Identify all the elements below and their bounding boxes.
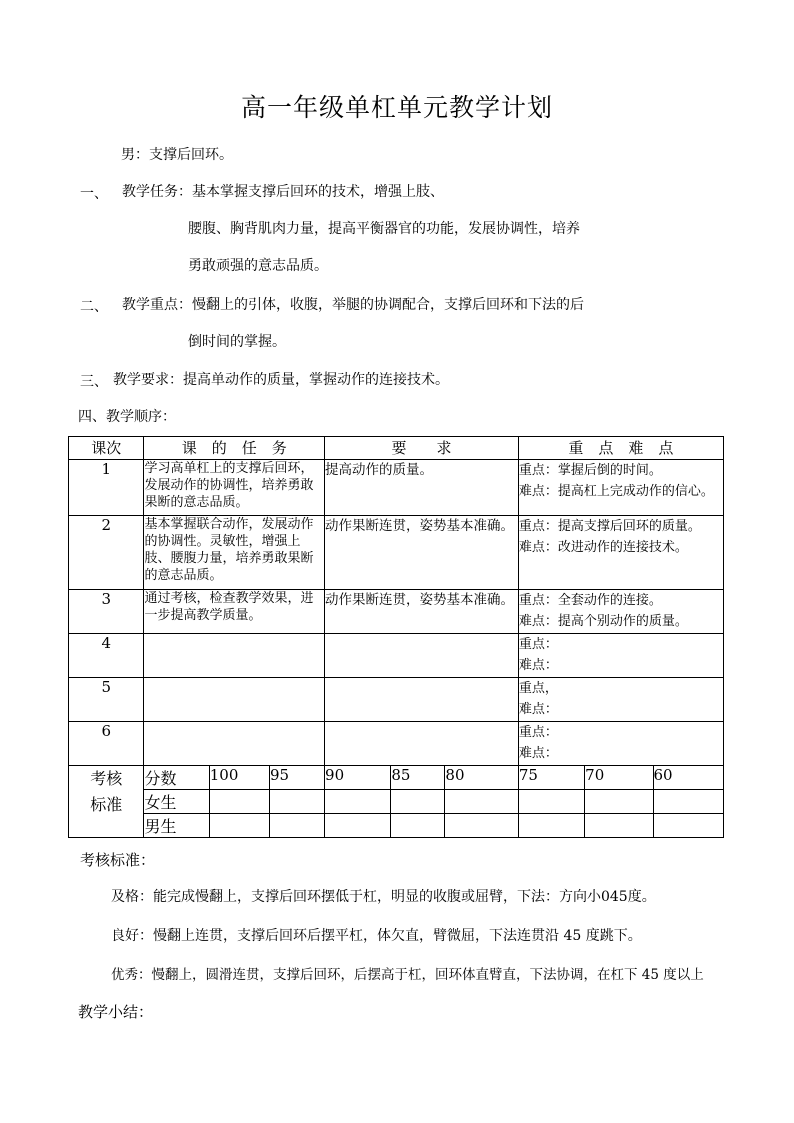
header-task: 课 的 任 务 [144, 437, 325, 460]
header-key-difficult: 重 点 难 点 [518, 437, 723, 460]
lesson-key-points [518, 678, 723, 722]
female-label: 女生 [144, 790, 209, 814]
score-cell [209, 814, 269, 838]
key-point: 重点： [518, 637, 558, 652]
section-three-text: 教学要求：提高单动作的质量，掌握动作的连接技术。 [113, 372, 449, 388]
score-cell [518, 790, 584, 814]
score-cell [325, 790, 391, 814]
lesson-task [144, 722, 325, 766]
section-two-text: 教学重点：慢翻上的引体，收腹，举腿的协调配合，支撑后回环和下法的后 [122, 297, 584, 313]
lesson-task [144, 678, 325, 722]
key-point: 重点： [518, 725, 558, 740]
score-cell [391, 814, 445, 838]
score-cell: 95 [269, 766, 324, 790]
standard-excellent: 优秀：慢翻上，圆滑连贯，支撑后回环，后摆高于杠，回环体直臂直，下法协调，在杠下 45 度以上 [111, 967, 704, 983]
difficult-point: 难点：提高个别动作的质量。 [518, 614, 688, 629]
table-row [69, 590, 724, 634]
score-cell: 60 [653, 766, 723, 790]
table-row [69, 634, 724, 678]
lesson-number: 4 [69, 634, 144, 678]
score-cell [445, 814, 518, 838]
lesson-key-points [518, 516, 723, 590]
lesson-number: 6 [69, 722, 144, 766]
score-cell: 75 [518, 766, 584, 790]
male-label: 男生 [144, 814, 209, 838]
lesson-task: 通过考核，检查教学效果，进一步提高教学质量。 [144, 590, 325, 634]
lesson-task [144, 634, 325, 678]
section-one-text: 教学任务：基本掌握支撑后回环的技术，增强上肢、 [122, 184, 444, 200]
section-one-continuation-1: 腰腹、胸背肌肉力量，提高平衡器官的功能，发展协调性，培养 [188, 221, 580, 237]
score-cell [325, 814, 391, 838]
section-four-text: 四、教学顺序： [78, 409, 176, 425]
lesson-requirement [325, 634, 519, 678]
section-three-number: 三、 [80, 374, 108, 390]
lesson-requirement: 动作果断连贯，姿势基本准确。 [325, 590, 519, 634]
score-cell [518, 814, 584, 838]
section-two-number: 二、 [80, 299, 108, 315]
table-row [69, 722, 724, 766]
lesson-number: 5 [69, 678, 144, 722]
header-requirement: 要 求 [325, 437, 519, 460]
lesson-key-points [518, 722, 723, 766]
key-point: 重点：掌握后倒的时间。 [518, 463, 662, 478]
standards-heading: 考核标准： [80, 851, 156, 869]
score-cell: 100 [209, 766, 269, 790]
score-cell [269, 814, 324, 838]
score-cell [445, 790, 518, 814]
difficult-point: 难点： [518, 746, 558, 761]
page-title: 高一年级单杠单元教学计划 [240, 93, 553, 122]
score-cell: 70 [585, 766, 653, 790]
score-cell: 80 [445, 766, 518, 790]
lesson-key-points [518, 590, 723, 634]
subtitle: 男：支撑后回环。 [121, 147, 233, 163]
lesson-key-points [518, 634, 723, 678]
exam-standard-label [69, 766, 144, 838]
key-point: 重点：提高支撑后回环的质量。 [518, 519, 701, 534]
lesson-requirement [325, 678, 519, 722]
lesson-number: 3 [69, 590, 144, 634]
score-label: 分数 [144, 766, 209, 790]
section-two-continuation: 倒时间的掌握。 [188, 334, 286, 350]
score-cell [585, 814, 653, 838]
teaching-summary: 教学小结： [78, 1003, 154, 1021]
exam-label-line-2: 标准 [90, 795, 123, 814]
score-cell: 85 [391, 766, 445, 790]
lesson-task: 学习高单杠上的支撑后回环，发展动作的协调性，培养勇敢果断的意志品质。 [144, 460, 325, 516]
score-cell [391, 790, 445, 814]
lesson-key-points [518, 460, 723, 516]
score-cell [269, 790, 324, 814]
score-row [69, 766, 724, 790]
exam-label-line-1: 考核 [90, 769, 123, 788]
table-row [69, 516, 724, 590]
section-one-continuation-2: 勇敢顽强的意志品质。 [188, 258, 328, 274]
lesson-requirement: 提高动作的质量。 [325, 460, 519, 516]
difficult-point: 难点： [518, 702, 558, 717]
lesson-task: 基本掌握联合动作，发展动作的协调性。灵敏性，增强上肢、腰腹力量，培养勇敢果断的意志品质。 [144, 516, 325, 590]
male-row [69, 814, 724, 838]
table-row [69, 460, 724, 516]
female-row [69, 790, 724, 814]
lesson-requirement: 动作果断连贯，姿势基本准确。 [325, 516, 519, 590]
lesson-requirement [325, 722, 519, 766]
score-cell [585, 790, 653, 814]
lesson-number: 2 [69, 516, 144, 590]
standard-good: 良好：慢翻上连贯，支撑后回环后摆平杠，体欠直，臂微屈，下法连贯沿 45 度跳下。 [111, 928, 642, 944]
lesson-number: 1 [69, 460, 144, 516]
difficult-point: 难点：改进动作的连接技术。 [518, 540, 688, 555]
difficult-point: 难点： [518, 658, 558, 673]
table-row [69, 678, 724, 722]
score-cell [653, 814, 723, 838]
score-cell [209, 790, 269, 814]
teaching-order-table [68, 436, 724, 838]
score-cell [653, 790, 723, 814]
header-lesson: 课次 [69, 437, 144, 460]
score-cell: 90 [325, 766, 391, 790]
standard-pass: 及格：能完成慢翻上，支撑后回环摆低于杠，明显的收腹或屈臂，下法：方向小045度。 [111, 889, 656, 905]
section-one-number: 一、 [80, 186, 108, 202]
key-point: 重点， [518, 681, 558, 696]
difficult-point: 难点：提高杠上完成动作的信心。 [518, 484, 714, 499]
key-point: 重点：全套动作的连接。 [518, 593, 662, 608]
table-header-row [69, 437, 724, 460]
